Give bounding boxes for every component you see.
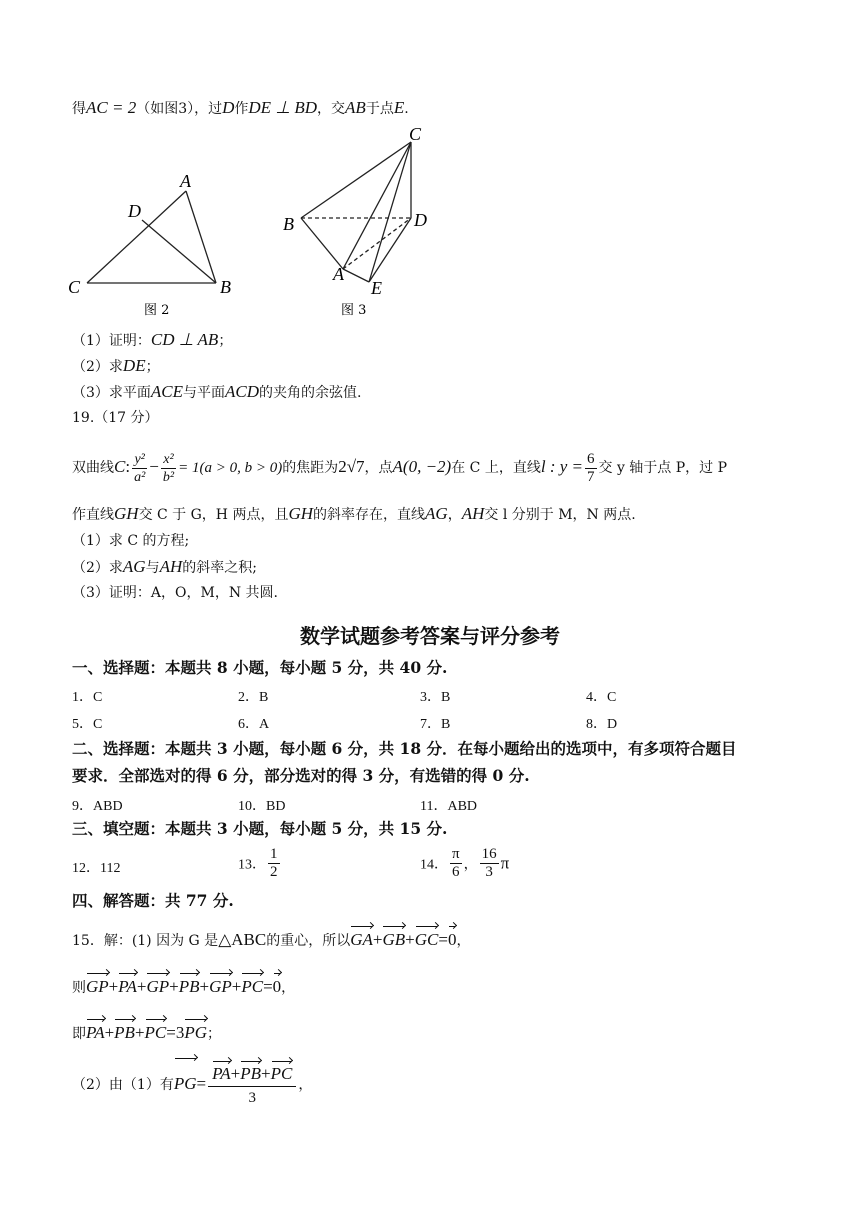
vector-gp: GP [209,975,232,999]
den: 6 [452,864,460,880]
text: ， [281,980,296,996]
math-gh: GH [288,504,314,523]
q19-line2 [72,505,636,524]
text: 交 l 分别于 M，N 两点. [484,507,636,523]
den: b² [162,469,175,485]
q18-part2 [72,357,160,376]
fig2-label-a: A [180,171,191,191]
den: 3 [248,1090,256,1106]
section-2-heading-line1: 二、选择题：本题共 3 小题，每小题 6 分，共 18 分．在每小题给出的选项中，有多项符合题目 [72,739,737,758]
math-ah: AH [461,504,485,523]
vector-ga: GA [350,928,373,952]
fig3-label-c: C [409,124,422,144]
coef: 3 [175,1023,185,1042]
text: （1）证明： [72,333,151,349]
frac-x2-b2 [161,451,176,486]
op: + [405,930,415,949]
q19-line1: 双曲线C: $\frac{\text{y²}}{\text{a²}}$ − $\frac{\text{x²}}{\text{b²}}$ = 1(a > 0, b > 0)的焦距为2√7，点A(0, −2)在 C 上，直线l : y = $\frac{6}{7}$ 交 y 轴于点 P，过 P [72,450,728,485]
text: （2）由（1）有 [72,1077,174,1093]
q19-part1: （1）求 C 的方程; [72,533,190,549]
text: ， [456,933,471,949]
text: 14． [420,857,448,873]
vector-pc: PC [270,1064,293,1083]
op: = [196,1074,207,1093]
math: DE [122,356,146,375]
q19-part2 [72,558,257,577]
q18-part3 [72,383,361,402]
sol15-line1 [72,928,470,953]
op: = [166,1023,176,1042]
op: + [231,977,242,996]
section-2-heading-line2: 要求．全部选对的得 6 分，部分选对的得 3 分，有选错的得 0 分. [72,766,530,785]
frac-pi-6 [450,846,462,881]
num: 6 [587,450,595,467]
text: 15．解：(1) 因为 G 是 [72,933,219,949]
math-e: E [393,98,405,117]
frac-6-7 [585,451,597,486]
fig2-label-b: B [220,277,231,297]
math-cond: = 1(a > 0, b > 0) [178,460,283,476]
vector-pc: PC [241,975,263,999]
text: 则 [72,980,86,996]
answer-6: 6．A [238,717,270,732]
text: 交 y 轴于点 P，过 P [598,460,728,476]
vector-pa: PA [86,1021,105,1045]
answer-2: 2．B [238,690,269,705]
op: + [104,1023,115,1042]
fig3-label-d: D [414,210,427,230]
vector-pb: PB [179,975,200,999]
op: + [136,977,147,996]
frac-y2-a2 [132,451,147,486]
section-1-heading: 一、选择题：本题共 8 小题，每小题 5 分，共 40 分. [72,658,448,677]
sol15-line4 [72,1060,312,1109]
text: π [500,853,510,873]
text: ， [447,507,462,523]
den: 7 [587,468,595,485]
text: 的重心，所以 [266,933,351,949]
section-4-heading: 四、解答题：共 77 分. [72,891,234,910]
num [208,1061,296,1087]
answer-5: 5．C [72,717,103,732]
vector-gp: GP [86,975,109,999]
answer-12: 12．112 [72,861,121,876]
text: 与 [145,560,160,576]
text: ， [298,1077,313,1093]
text: 双曲线 [72,460,114,476]
text: 13． [238,857,266,873]
text: 得 [72,101,86,117]
op: + [372,930,383,949]
num: y² [132,451,147,469]
op: = [263,977,273,996]
text: 在 C 上，直线 [451,460,541,476]
op: + [169,977,179,996]
text: ，交 [317,101,346,117]
op: + [134,1023,145,1042]
text: （2）求 [72,560,123,576]
math: AG [122,557,146,576]
vector-pb: PB [114,1021,135,1045]
fig2-caption: 图 2 [144,303,170,318]
vector-pa: PA [118,975,137,999]
text: 的斜率存在，直线 [313,507,426,523]
math-ag: AG [425,504,448,523]
math-c: C [114,457,126,476]
section-3-heading: 三、填空题：本题共 3 小题，每小题 5 分，共 15 分. [72,819,448,838]
num: 16 [481,846,497,862]
op: + [261,1064,271,1083]
text: 与平面 [183,385,226,401]
math-ac-eq: AC = 2 [86,98,137,117]
text: 即 [72,1026,86,1042]
q19-header: 19.（17 分） [72,410,159,426]
text: ； [207,1026,222,1042]
answer-8: 8．D [586,717,618,732]
vector-gp: GP [146,975,169,999]
sol15-line2 [72,975,295,1000]
text: 的夹角的余弦值. [259,385,362,401]
math-de-perp-bd: DE ⊥ BD [248,98,318,117]
math: ACE [150,382,184,401]
num: π [452,846,460,862]
text: 的焦距为 [282,460,339,476]
vector-pg: PG [184,1021,207,1045]
math-gh: GH [114,504,139,523]
op: = [438,930,448,949]
fig3-label-e: E [371,278,382,298]
answer-11: 11．ABD [420,799,478,814]
vector-pc: PC [145,1021,167,1045]
answer-13 [238,846,282,881]
frac-vector-sum [208,1061,296,1109]
frac-1-2 [268,846,280,881]
fig2-label-d: D [128,201,141,221]
text: . [404,101,409,117]
vector-gc: GC [415,928,439,952]
text: 于点 [365,101,394,117]
q18-intro-line [72,99,409,118]
answer-10: 10．BD [238,799,286,814]
text: ； [145,359,160,375]
figure-2 [60,165,250,320]
math-d: D [222,98,235,117]
num: 1 [270,846,278,862]
q19-part3: （3）证明：A，O，M，N 共圆. [72,585,278,601]
vector-pb: PB [240,1064,262,1083]
math-ab: AB [345,98,366,117]
op: + [108,977,119,996]
math: AH [159,557,183,576]
math: CD ⊥ AB [150,330,219,349]
fig2-label-c: C [68,277,81,297]
text: 作 [234,101,249,117]
text: 交 C 于 G，H 两点，且 [138,507,289,523]
vector-pg: PG [174,1060,197,1108]
frac-16-3 [480,846,499,881]
figure-3 [275,122,445,320]
math-line-l: l : y = [540,457,583,476]
math-focal: 2√7 [338,457,365,476]
answer-7: 7．B [420,717,451,732]
op: + [230,1064,241,1083]
num: x² [161,451,176,469]
text: 的斜率之积; [182,560,257,576]
fig3-caption: 图 3 [341,303,367,318]
text: ， [463,857,478,873]
answer-4: 4．C [586,690,617,705]
vector-zero: 0 [273,975,282,999]
den: a² [134,469,146,485]
sol15-line3 [72,1021,221,1046]
answer-14 [420,846,509,881]
text: （2）求 [72,359,123,375]
math: ACD [225,382,260,401]
answer-1: 1．C [72,690,103,705]
vector-pa: PA [212,1064,231,1083]
text: （如图3），过 [136,101,223,117]
text: ； [218,333,233,349]
fig3-label-b: B [283,214,294,234]
vector-gb: GB [382,928,405,952]
q18-part1 [72,331,232,350]
vector-zero: 0 [448,928,457,952]
answer-3: 3．B [420,690,451,705]
den: 2 [270,864,278,880]
text: ，点 [364,460,393,476]
text: 作直线 [72,507,114,523]
math-triangle: △ABC [218,930,267,949]
text: （3）求平面 [72,385,151,401]
op: + [199,977,210,996]
math-point-a: A(0, −2) [392,457,452,476]
answer-9: 9．ABD [72,799,123,814]
answer-title: 数学试题参考答案与评分参考 [300,624,560,648]
den: 3 [485,864,493,880]
fig3-label-a: A [333,264,344,284]
